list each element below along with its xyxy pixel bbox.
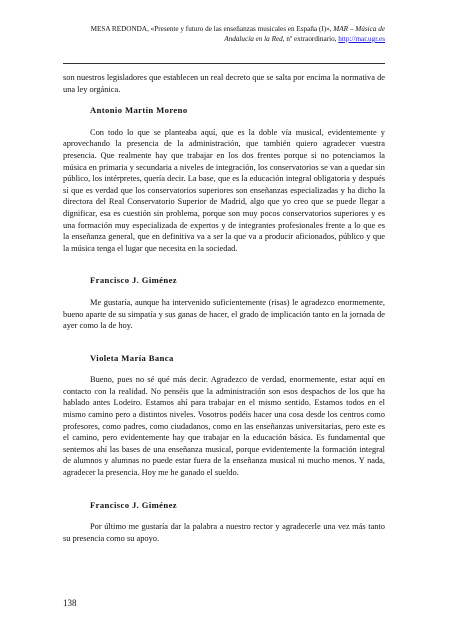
paragraph: Con todo lo que se planteaba aquí, que es la doble vía musical, evidentemente y aprovechando la presencia de la administración, que también quiero agradecer vuestra presencia. Que realmente hay que trabajar en los dos frentes porque si no potenciamos la música en primaria y secundaria a niveles de integración, los conservatorios se van a quedar sin público, los intérpretes, quería decir. La base, que es la educación integral obligatoria y después sí que es verdad que los conservatorios superiores son enseñanzas especializadas y ha dicho la directora del Real Conservatorio Superior de Madrid, algo que yo creo que se puede llegar a dignificar, esa es cuestión sin problema, porque son muy pocos conservatorios superiores y es una formación muy especializada de expertos y de integrantes profesionales frente a lo que es la enseñanza general, que en definitiva va a ser la que va a producir aficionados, público y que la música tenga el lugar que necesita en la sociedad. — [63, 127, 385, 253]
header-url-link[interactable]: http://mar.ugr.es — [338, 35, 385, 43]
speaker-name: Violeta María Banca — [90, 352, 174, 363]
header-title: , «Presente y futuro de las enseñanzas musicales en España (I)», — [147, 25, 334, 33]
header-issue: , nº extraordinario, — [282, 35, 339, 43]
transcript-body — [63, 72, 385, 544]
header-journal: MAR – Música de Andalucía en la Red — [224, 25, 385, 43]
paragraph: Bueno, pues no sé qué más decir. Agradezco de verdad, enormemente, estar aquí en contacto con la realidad. No penséis que la administración son esos despachos de los que ha hablado antes Lodeiro. Estamos ahí para trabajar en el mismo sentido. Estamos todos en el mismo camino pero a distintos niveles. Vosotros podéis hacer una cosa desde los centros como profesores, como padres, como ciudadanos, como en las enseñanzas universitarias, pero este es el camino, pero evidentemente hay que trabajar en la educación básica. Es fundamental que sentemos ahí las bases de una enseñanza musical, porque evidentemente la formación integral de alumnos y alumnas no puede estar fuera de la enseñanza musical ni mucho menos. Y nada, agradecer la presencia. Hoy me he ganado el sueldo. — [63, 375, 385, 478]
paragraph: Por último me gustaría dar la palabra a nuestro rector y agradecerle una vez más tanto su presencia como su apoyo. — [63, 522, 385, 543]
speaker-name: Francisco J. Giménez — [90, 275, 177, 286]
running-header — [63, 24, 385, 44]
speaker-name: Francisco J. Giménez — [90, 499, 177, 510]
speaker-name: Antonio Martín Moreno — [90, 105, 188, 116]
page-number: 138 — [63, 598, 77, 608]
header-author: MESA REDONDA — [90, 25, 148, 33]
paragraph-continuation: son nuestros legisladores que establecen un real decreto que se salta por encima la normativa de una ley orgánica. — [63, 73, 385, 94]
header-rule — [63, 63, 385, 64]
paragraph: Me gustaría, aunque ha intervenido suficientemente (risas) le agradezco enormemente, bueno aparte de su simpatía y sus ganas de hacer, el grado de implicación tanto en la jornada de ayer como la de hoy. — [63, 297, 385, 331]
